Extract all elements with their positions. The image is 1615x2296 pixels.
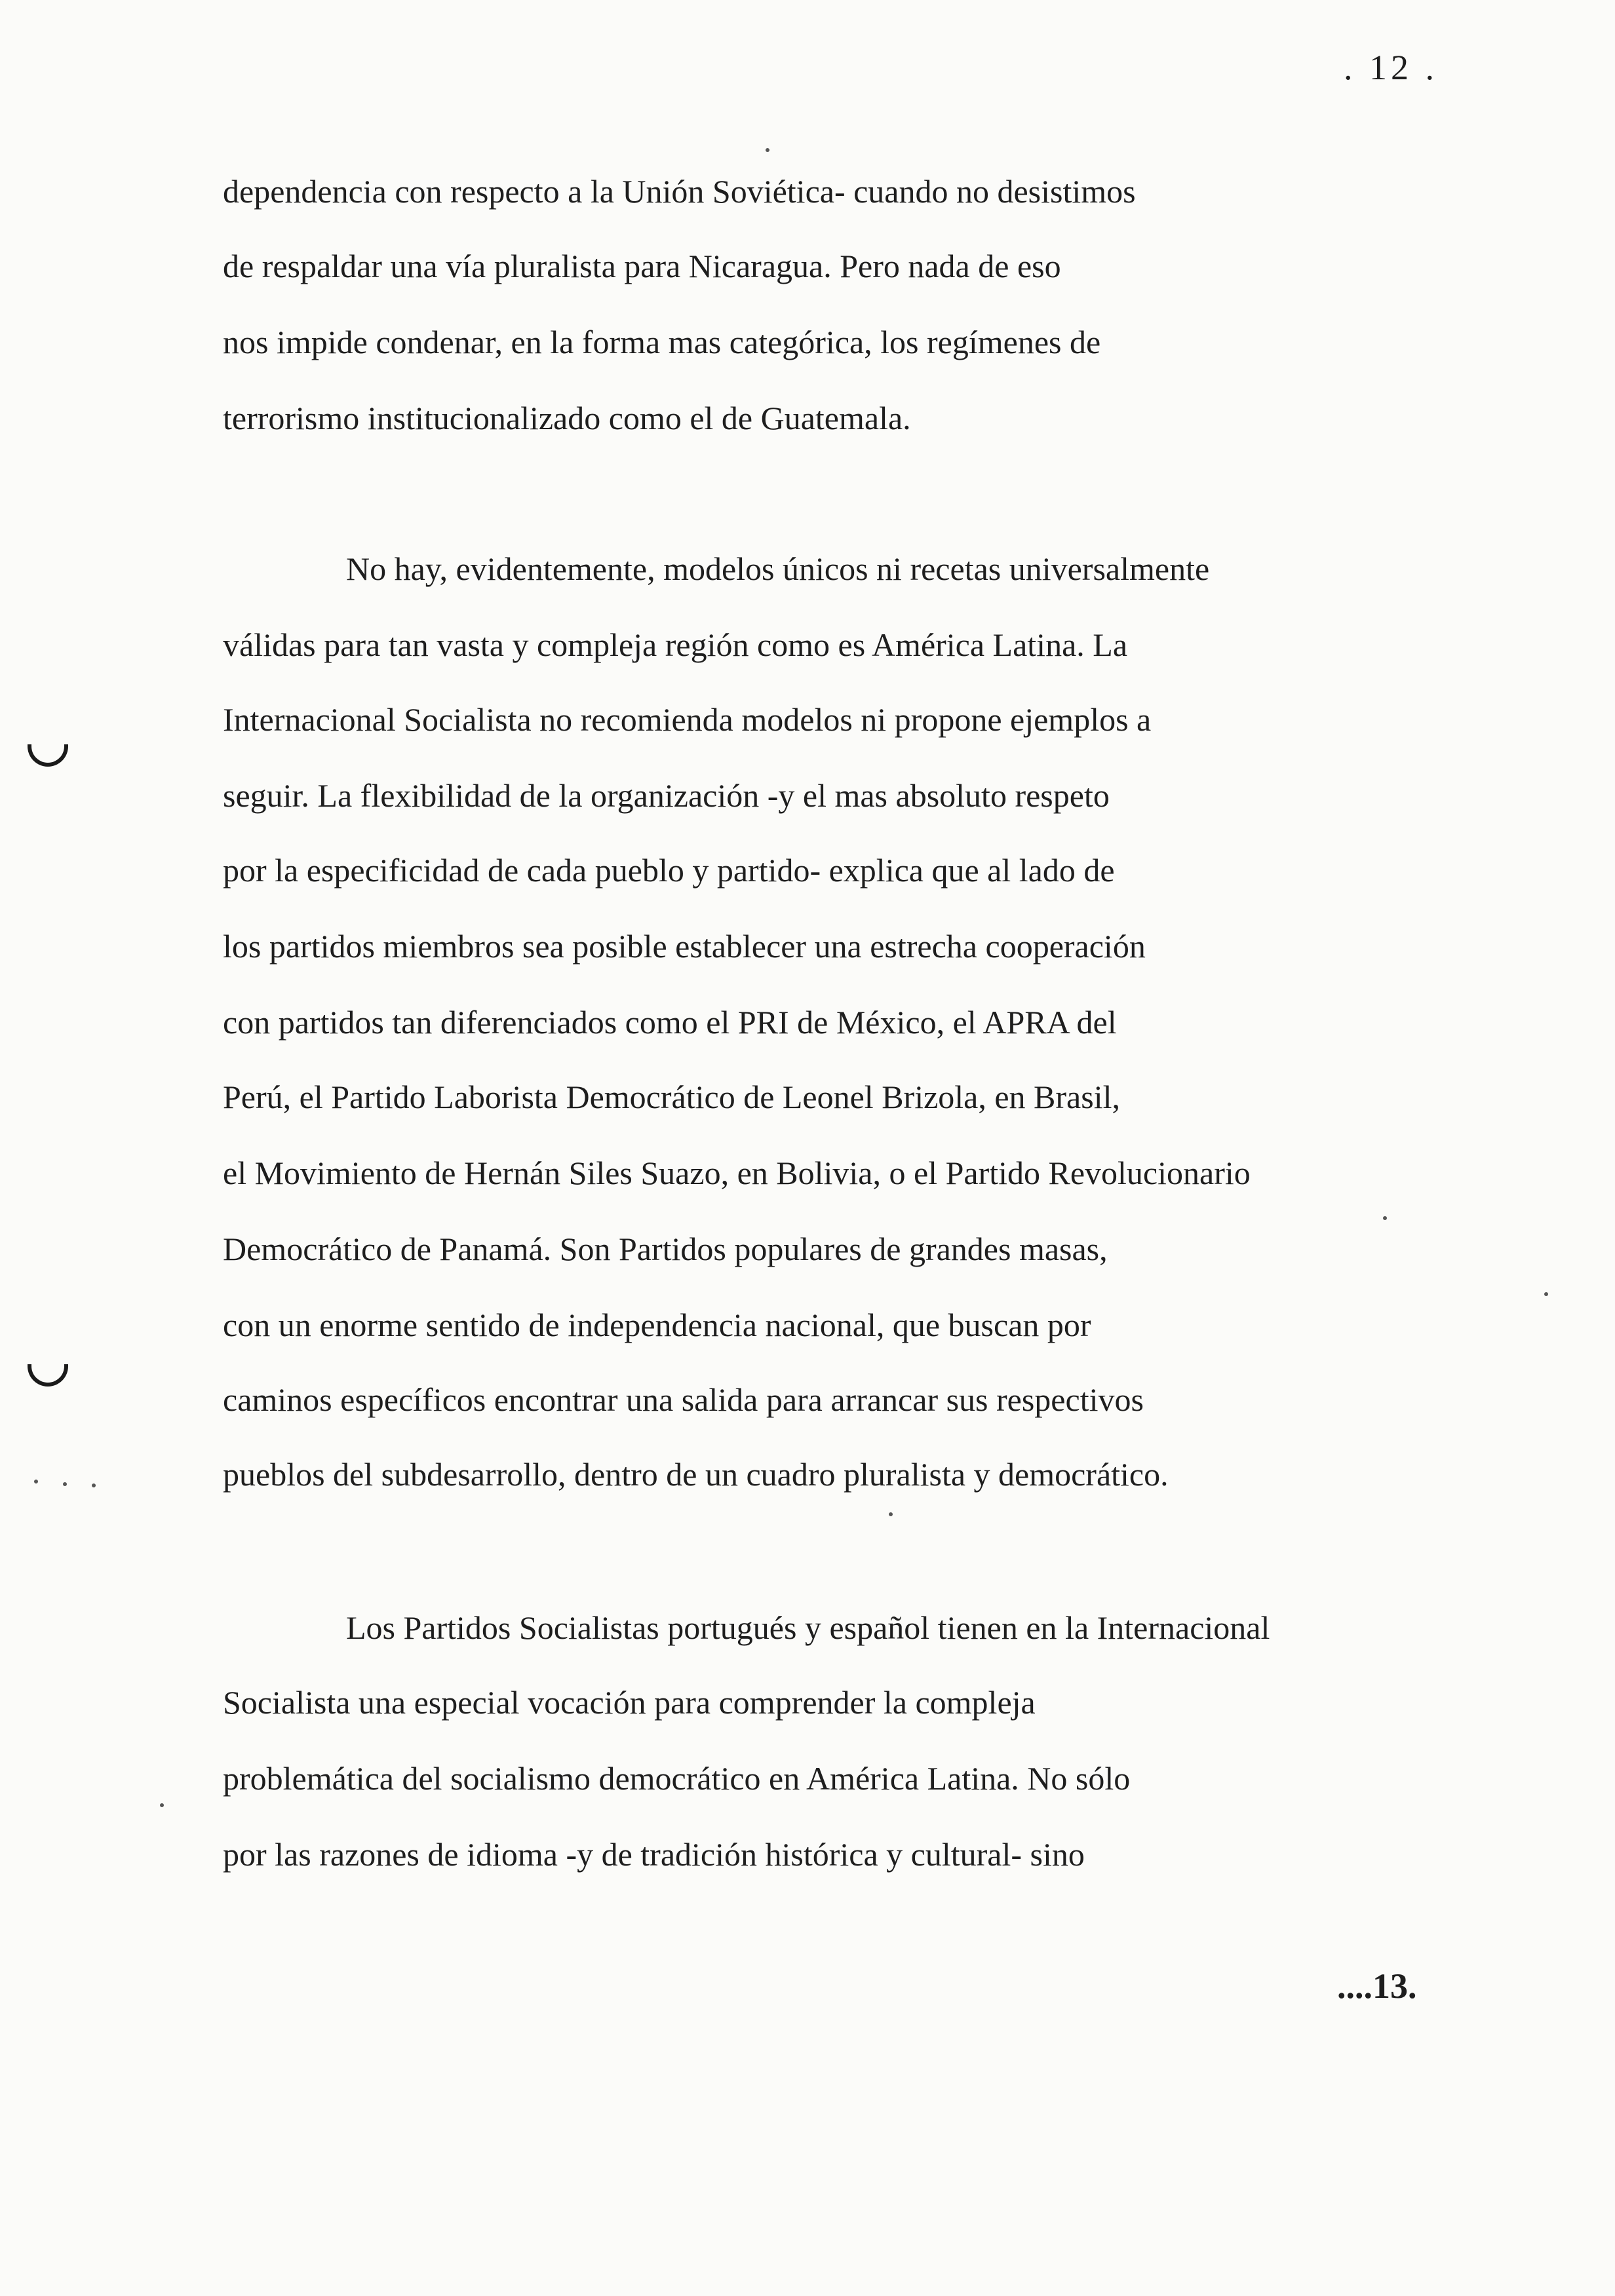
text-line: válidas para tan vasta y compleja región como es América Latina. La <box>223 626 1128 663</box>
scan-speck <box>889 1512 893 1516</box>
text-line: Los Partidos Socialistas portugués y español tienen en la Internacional <box>346 1609 1270 1646</box>
text-line: de respaldar una vía pluralista para Nicaragua. Pero nada de eso <box>223 248 1061 284</box>
scan-speck <box>92 1483 96 1487</box>
scan-speck <box>63 1482 67 1486</box>
text-line: Socialista una especial vocación para comprender la compleja <box>223 1684 1036 1721</box>
text-line: pueblos del subdesarrollo, dentro de un cuadro pluralista y democrático. <box>223 1456 1169 1493</box>
text-line: nos impide condenar, en la forma mas categórica, los regímenes de <box>223 324 1101 360</box>
text-line: por la especificidad de cada pueblo y partido- explica que al lado de <box>223 852 1115 889</box>
text-line: Perú, el Partido Laborista Democrático de Leonel Brizola, en Brasil, <box>223 1079 1120 1115</box>
text-line: dependencia con respecto a la Unión Soviética- cuando no desistimos <box>223 173 1136 210</box>
text-line: No hay, evidentemente, modelos únicos ni recetas universalmente <box>346 550 1210 587</box>
continuation-marker: ....13. <box>1337 1966 1417 2006</box>
scan-speck <box>766 148 769 152</box>
text-line: con partidos tan diferenciados como el PRI de México, el APRA del <box>223 1004 1117 1041</box>
text-line: por las razones de idioma -y de tradición histórica y cultural- sino <box>223 1836 1085 1873</box>
scan-speck <box>1544 1292 1548 1296</box>
punch-hole-mark <box>28 1364 68 1387</box>
text-line: seguir. La flexibilidad de la organización -y el mas absoluto respeto <box>223 777 1110 814</box>
text-line: caminos específicos encontrar una salida para arrancar sus respectivos <box>223 1381 1144 1418</box>
scan-speck <box>34 1480 38 1483</box>
text-line: problemática del socialismo democrático en América Latina. No sólo <box>223 1760 1131 1797</box>
text-line: los partidos miembros sea posible establecer una estrecha cooperación <box>223 928 1146 965</box>
text-line: Democrático de Panamá. Son Partidos populares de grandes masas, <box>223 1231 1108 1267</box>
text-line: terrorismo institucionalizado como el de Guatemala. <box>223 400 911 436</box>
punch-hole-mark <box>28 744 68 767</box>
scan-speck <box>160 1803 164 1807</box>
text-line: Internacional Socialista no recomienda modelos ni propone ejemplos a <box>223 701 1152 738</box>
page-number: . 12 . <box>1344 48 1438 87</box>
text-line: el Movimiento de Hernán Siles Suazo, en Bolivia, o el Partido Revolucionario <box>223 1155 1251 1191</box>
scan-speck <box>1383 1216 1387 1220</box>
text-line: con un enorme sentido de independencia nacional, que buscan por <box>223 1307 1091 1343</box>
